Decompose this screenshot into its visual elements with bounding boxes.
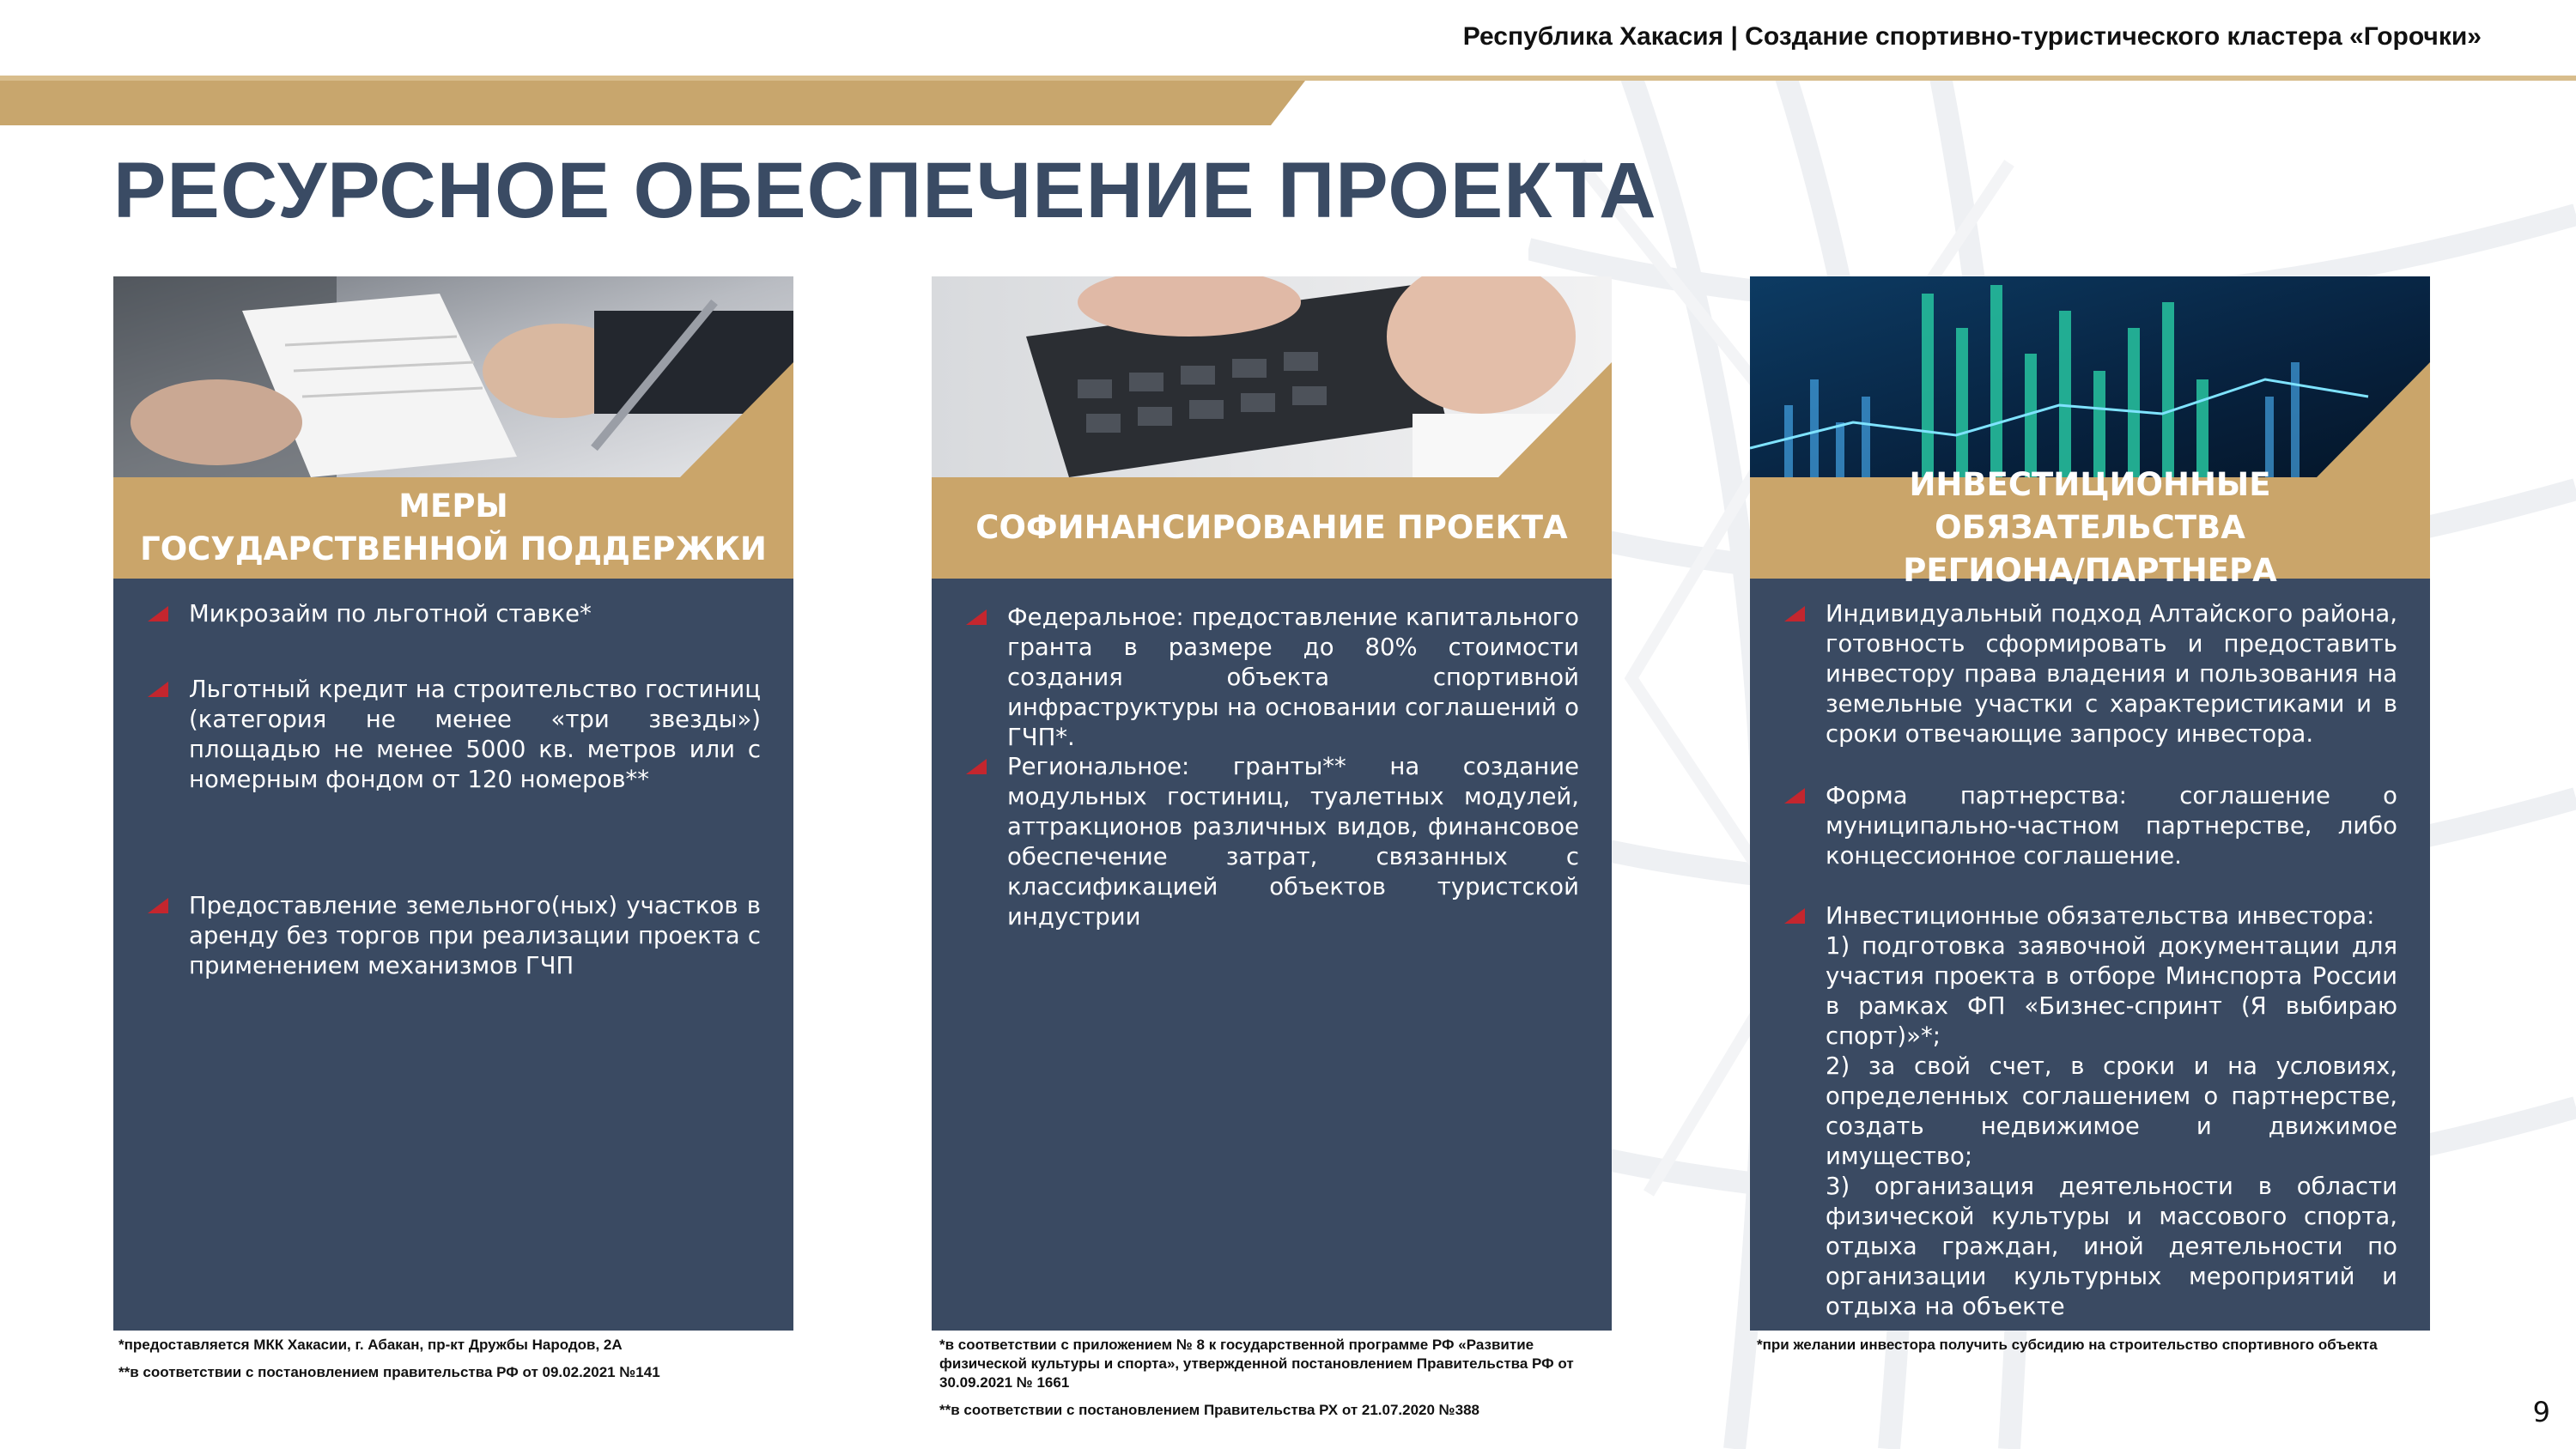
card-investment-obligations (1750, 276, 2430, 1331)
list-item-text: Льготный кредит на строительство гостиниц (категория не менее «три звезды») площадью не менее 5000 кв. метров или с номерным фондом от 120 номеров** (189, 676, 769, 793)
list-item-text: Предоставление земельного(ных) участков в аренду без торгов при реализации проекта с применением механизмов ГЧП (189, 892, 769, 979)
card-investment-obligations-title-line: ИНВЕСТИЦИОННЫЕ ОБЯЗАТЕЛЬСТВА (1909, 466, 2271, 546)
footnote: **в соответствии с постановлением Правительства РХ от 21.07.2020 №388 (939, 1402, 1479, 1418)
header-subtitle: Республика Хакасия | Создание спортивно-туристического кластера «Горочки» (1462, 22, 2482, 51)
card-cofinancing-title-line: СОФИНАНСИРОВАНИЕ ПРОЕКТА (975, 509, 1568, 546)
triangle-bullet-icon (148, 682, 168, 697)
list-item-text: Региональное: гранты** на создание модульных гостиниц, туалетных модулей, аттракционов различных видов, финансовое обеспечение затрат, связанных с классификацией объектов туристской индустрии (1007, 753, 1587, 931)
footnote: *предоставляется МКК Хакасии, г. Абакан, пр-кт Дружбы Народов, 2А (118, 1337, 623, 1353)
list-item-text: Инвестиционные обязательства инвестора: (1826, 902, 2375, 930)
list-item-text: 3) организация деятельности в области физической культуры и массового спорта, отдыха граждан, иной деятельности по организации культурных мероприятий и отдыха на объекте (1826, 1173, 2405, 1320)
card-investment-obligations-title (1750, 466, 2430, 589)
triangle-bullet-icon (1784, 788, 1805, 803)
card-cofinancing-title (932, 477, 1612, 579)
card-state-support-footnotes (118, 1336, 797, 1382)
triangle-bullet-icon (1784, 908, 1805, 924)
list-item-text: Форма партнерства: соглашение о муниципально-частном партнерстве, либо концессионное соглашение. (1826, 782, 2405, 870)
card-state-support-title-line: ГОСУДАРСТВЕННОЙ ПОДДЕРЖКИ (140, 530, 767, 567)
card-cofinancing (932, 276, 1612, 1331)
list-item-text: Индивидуальный подход Алтайского района, готовность сформировать и предоставить инвестору права владения и пользования на земельные участки с характеристиками и в сроки отвечающие запросу инвестора. (1826, 600, 2405, 748)
triangle-bullet-icon (148, 606, 168, 621)
card-state-support-title (113, 477, 793, 579)
calculator-photo (932, 276, 1612, 477)
list-item-text: Микрозайм по льготной ставке* (189, 600, 592, 627)
triangle-bullet-icon (1784, 606, 1805, 621)
card-state-support-title-line: МЕРЫ (398, 488, 508, 524)
card-cofinancing-footnotes (939, 1336, 1609, 1420)
triangle-bullet-icon (966, 609, 987, 625)
triangle-bullet-icon (148, 898, 168, 913)
page-title: РЕСУРСНОЕ ОБЕСПЕЧЕНИЕ ПРОЕКТА (113, 147, 1657, 234)
card-state-support (113, 276, 793, 1331)
list-item-text: Федеральное: предоставление капитального гранта в размере до 80% стоимости создания объекта спортивной инфраструктуры на основании соглашений о ГЧП*. (1007, 603, 1587, 751)
triangle-bullet-icon (966, 759, 987, 774)
card-investment-obligations-footnotes (1757, 1336, 2444, 1355)
footnote: *в соответствии с приложением № 8 к государственной программе РФ «Развитие физической культуры и спорта», утвержденной постановлением Правительства РФ от 30.09.2021 № 1661 (939, 1337, 1574, 1391)
data-chart-photo (1750, 276, 2430, 477)
list-item-text: 2) за свой счет, в сроки и на условиях, определенных соглашением о партнерстве, создать недвижимое и движимое имущество; (1826, 1052, 2405, 1170)
list-item-text: 1) подготовка заявочной документации для участия проекта в отборе Минспорта России в рамках ФП «Бизнес-спринт (Я выбираю спорт)»*; (1826, 932, 2405, 1050)
footnote: **в соответствии с постановлением правительства РФ от 09.02.2021 №141 (118, 1364, 660, 1380)
page-number: 9 (2532, 1396, 2550, 1428)
gold-header-band (0, 76, 2576, 125)
footnote: *при желании инвестора получить субсидию на строительство спортивного объекта (1757, 1337, 2378, 1353)
handshake-contract-photo (113, 276, 793, 477)
card-investment-obligations-title-line: РЕГИОНА/ПАРТНЕРА (1903, 552, 2277, 589)
